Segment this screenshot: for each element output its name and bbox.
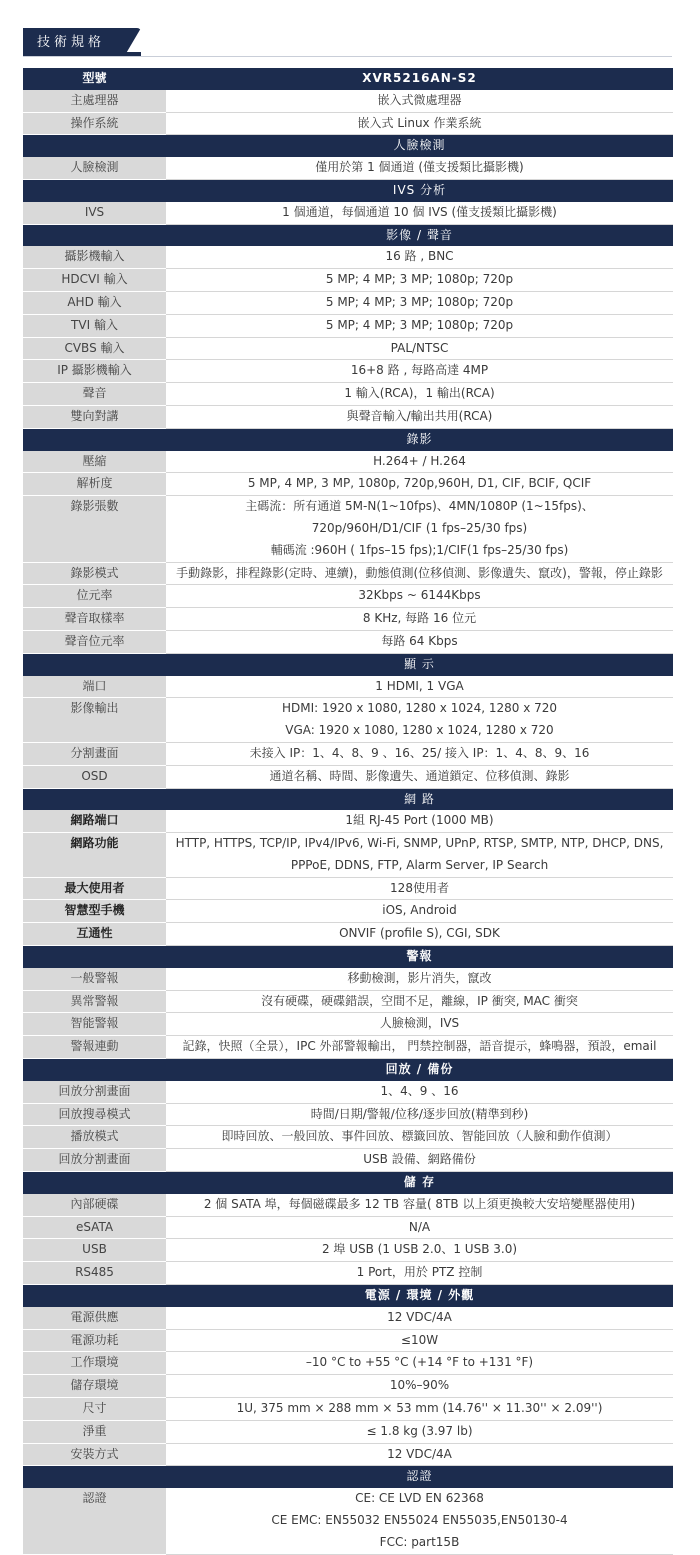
spec-row — [23, 1352, 673, 1375]
spec-row — [23, 1239, 673, 1262]
spec-row — [23, 338, 673, 361]
spec-value: H.264+ / H.264 — [166, 451, 673, 474]
spec-value: 1 HDMI, 1 VGA — [166, 676, 673, 699]
spec-label: 分割畫面 — [23, 743, 166, 766]
spec-row — [23, 1149, 673, 1172]
spec-row — [23, 1126, 673, 1149]
section-header-label — [23, 1466, 166, 1488]
spec-label: 播放模式 — [23, 1126, 166, 1149]
spec-value: 嵌入式微處理器 — [166, 90, 673, 113]
spec-value-line: HTTP, HTTPS, TCP/IP, IPv4/IPv6, Wi-Fi, SNMP, UPnP, RTSP, SMTP, NTP, DHCP, DNS, — [175, 836, 664, 851]
spec-row — [23, 676, 673, 699]
spec-value: 未接入 IP：1、4、8、9 、16、25/ 接入 IP：1、4、8、9、16 — [166, 743, 673, 766]
spec-value: 僅用於第 1 個通道 (僅支援類比攝影機) — [166, 157, 673, 180]
spec-value: 5 MP, 4 MP, 3 MP, 1080p, 720p,960H, D1, CIF, BCIF, QCIF — [166, 473, 673, 496]
spec-row — [23, 1444, 673, 1467]
spec-value: ≤10W — [166, 1330, 673, 1353]
spec-row — [23, 923, 673, 946]
section-header-row — [23, 654, 673, 676]
spec-value: iOS, Android — [166, 900, 673, 923]
spec-label: AHD 輸入 — [23, 292, 166, 315]
spec-value — [166, 833, 673, 878]
spec-label: 內部硬碟 — [23, 1194, 166, 1217]
section-header-row — [23, 1172, 673, 1194]
spec-label: HDCVI 輸入 — [23, 269, 166, 292]
spec-value: 手動錄影，排程錄影(定時、連續)，動態偵測(位移偵測、影像遺失、竄改)，警報，停止錄影 — [166, 563, 673, 586]
section-header-label — [23, 789, 166, 811]
spec-label: 壓縮 — [23, 451, 166, 474]
spec-label: RS485 — [23, 1262, 166, 1285]
section-header-row — [23, 946, 673, 968]
spec-row — [23, 631, 673, 654]
spec-value: USB 設備、網路備份 — [166, 1149, 673, 1172]
spec-label: 工作環境 — [23, 1352, 166, 1375]
spec-label: 錄影模式 — [23, 563, 166, 586]
spec-row — [23, 698, 673, 743]
section-header-row — [23, 68, 673, 90]
section-header-label — [23, 135, 166, 157]
spec-label: 警報連動 — [23, 1036, 166, 1059]
spec-row — [23, 315, 673, 338]
spec-value: 10%–90% — [166, 1375, 673, 1398]
spec-value: 與聲音輸入/輸出共用(RCA) — [166, 406, 673, 429]
spec-value: 1 Port，用於 PTZ 控制 — [166, 1262, 673, 1285]
section-header-label — [23, 654, 166, 676]
spec-value: 嵌入式 Linux 作業系統 — [166, 113, 673, 136]
spec-label: 最大使用者 — [23, 878, 166, 901]
section-header-row — [23, 429, 673, 451]
spec-label: 操作系統 — [23, 113, 166, 136]
spec-row — [23, 1421, 673, 1444]
spec-value: 1U, 375 mm × 288 mm × 53 mm (14.76'' × 11.30'' × 2.09'') — [166, 1398, 673, 1421]
spec-label: 認證 — [23, 1488, 166, 1554]
section-header-title: 錄影 — [406, 431, 433, 446]
spec-value: 2 個 SATA 埠，每個磁碟最多 12 TB 容量( 8TB 以上須更換較大安培變壓器使用) — [166, 1194, 673, 1217]
spec-value: 5 MP; 4 MP; 3 MP; 1080p; 720p — [166, 315, 673, 338]
header-divider — [23, 56, 672, 57]
section-header-label — [23, 225, 166, 247]
spec-label: 儲存環境 — [23, 1375, 166, 1398]
section-header-row — [23, 1059, 673, 1081]
spec-label: 端口 — [23, 676, 166, 699]
spec-value: 記錄，快照（全景），IPC 外部警報輸出， 門禁控制器，語音提示，蜂鳴器，預設，email — [166, 1036, 673, 1059]
spec-label: 尺寸 — [23, 1398, 166, 1421]
spec-row — [23, 1013, 673, 1036]
spec-value: 1 個通道，每個通道 10 個 IVS (僅支援類比攝影機) — [166, 202, 673, 225]
spec-value: 1 輸入(RCA)，1 輸出(RCA) — [166, 383, 673, 406]
spec-label: OSD — [23, 766, 166, 789]
section-header-label — [23, 1172, 166, 1194]
spec-value: ≤ 1.8 kg (3.97 lb) — [166, 1421, 673, 1444]
spec-label: 回放搜尋模式 — [23, 1104, 166, 1127]
spec-value: 32Kbps ~ 6144Kbps — [166, 585, 673, 608]
spec-value: 8 KHz, 每路 16 位元 — [166, 608, 673, 631]
section-header-title: 警報 — [406, 949, 433, 964]
spec-row — [23, 1307, 673, 1330]
spec-label: 影像輸出 — [23, 698, 166, 743]
spec-value: 每路 64 Kbps — [166, 631, 673, 654]
spec-label: 淨重 — [23, 1421, 166, 1444]
spec-label: 互通性 — [23, 923, 166, 946]
spec-value: 16 路 , BNC — [166, 246, 673, 269]
spec-label: 智慧型手機 — [23, 900, 166, 923]
spec-value — [166, 698, 673, 743]
spec-value-line: VGA: 1920 x 1080, 1280 x 1024, 1280 x 720 — [285, 723, 554, 738]
spec-value-line: FCC: part15B — [379, 1534, 460, 1549]
spec-row — [23, 1488, 673, 1554]
section-header-label — [23, 1059, 166, 1081]
spec-label: 聲音 — [23, 383, 166, 406]
spec-label: 電源功耗 — [23, 1330, 166, 1353]
spec-value — [166, 1488, 673, 1554]
section-header-row — [23, 180, 673, 202]
section-header-label — [23, 180, 166, 202]
spec-row — [23, 991, 673, 1014]
spec-row — [23, 1330, 673, 1353]
spec-label: 回放分割畫面 — [23, 1081, 166, 1104]
spec-row — [23, 1375, 673, 1398]
spec-label: 安裝方式 — [23, 1444, 166, 1467]
section-header-title: 顯 示 — [404, 656, 435, 671]
spec-label: IP 攝影機輸入 — [23, 360, 166, 383]
spec-row — [23, 563, 673, 586]
spec-value-line: 720p/960H/D1/CIF (1 fps–25/30 fps) — [311, 520, 528, 535]
spec-label: 聲音位元率 — [23, 631, 166, 654]
spec-label: 聲音取樣率 — [23, 608, 166, 631]
section-header-title: 認證 — [406, 1469, 433, 1484]
spec-row — [23, 1081, 673, 1104]
spec-value: 128使用者 — [166, 878, 673, 901]
spec-label: 錄影張數 — [23, 496, 166, 562]
spec-label: USB — [23, 1239, 166, 1262]
spec-value: N/A — [166, 1217, 673, 1240]
spec-label: TVI 輸入 — [23, 315, 166, 338]
spec-row — [23, 833, 673, 878]
spec-label: 網路功能 — [23, 833, 166, 878]
spec-row — [23, 585, 673, 608]
spec-value: 16+8 路 , 每路高達 4MP — [166, 360, 673, 383]
spec-row — [23, 360, 673, 383]
spec-value-line: CE: CE LVD EN 62368 — [355, 1491, 484, 1506]
spec-value: 1組 RJ-45 Port (1000 MB) — [166, 810, 673, 833]
spec-value-line: HDMI: 1920 x 1080, 1280 x 1024, 1280 x 720 — [281, 701, 558, 716]
spec-table — [23, 68, 673, 1555]
spec-value: 即時回放、一般回放、事件回放、標籤回放、智能回放（人臉和動作偵測） — [166, 1126, 673, 1149]
spec-value-line: CE EMC: EN55032 EN55024 EN55035,EN50130-4 — [271, 1513, 568, 1527]
spec-row — [23, 496, 673, 562]
page-title: 技術規格 — [37, 35, 106, 50]
spec-value: PAL/NTSC — [166, 338, 673, 361]
spec-value-line: PPPoE, DDNS, FTP, Alarm Server, IP Search — [290, 857, 549, 872]
spec-value: 移動檢測，影片消失，竄改 — [166, 968, 673, 991]
spec-row — [23, 202, 673, 225]
spec-row — [23, 810, 673, 833]
spec-label: eSATA — [23, 1217, 166, 1240]
spec-row — [23, 1262, 673, 1285]
spec-value: 5 MP; 4 MP; 3 MP; 1080p; 720p — [166, 292, 673, 315]
spec-value: 沒有硬碟，硬碟錯誤，空間不足，離線，IP 衝突, MAC 衝突 — [166, 991, 673, 1014]
section-header-row — [23, 1285, 673, 1307]
spec-label: 解析度 — [23, 473, 166, 496]
spec-value-line: 主碼流：所有通道 5M-N(1~10fps)、4MN/1080P (1~15fps)、 — [245, 499, 594, 514]
spec-row — [23, 246, 673, 269]
section-header-title: 影像 / 聲音 — [386, 227, 453, 242]
spec-row — [23, 608, 673, 631]
spec-label: 一般警報 — [23, 968, 166, 991]
section-header-title: 人臉檢測 — [393, 138, 446, 153]
spec-value: 2 埠 USB (1 USB 2.0、1 USB 3.0) — [166, 1239, 673, 1262]
spec-value: 通道名稱、時間、影像遺失、通道鎖定、位移偵測、錄影 — [166, 766, 673, 789]
spec-row — [23, 900, 673, 923]
spec-label: 電源供應 — [23, 1307, 166, 1330]
spec-row — [23, 451, 673, 474]
spec-value: 12 VDC/4A — [166, 1307, 673, 1330]
spec-label: 雙向對講 — [23, 406, 166, 429]
spec-label: 攝影機輸入 — [23, 246, 166, 269]
section-header-row — [23, 789, 673, 811]
spec-row — [23, 473, 673, 496]
section-header-label: 型號 — [23, 68, 166, 90]
section-header-title: XVR5216AN-S2 — [362, 71, 477, 85]
spec-row — [23, 90, 673, 113]
spec-value: 12 VDC/4A — [166, 1444, 673, 1467]
spec-row — [23, 1036, 673, 1059]
section-header-title: 電源 / 環境 / 外觀 — [364, 1288, 475, 1303]
spec-row — [23, 1217, 673, 1240]
spec-row — [23, 269, 673, 292]
spec-label: 回放分割畫面 — [23, 1149, 166, 1172]
spec-row — [23, 383, 673, 406]
spec-value: –10 °C to +55 °C (+14 °F to +131 °F) — [166, 1352, 673, 1375]
section-header-label — [23, 429, 166, 451]
section-header-title: IVS 分析 — [392, 182, 447, 197]
section-header-label — [23, 1285, 166, 1307]
spec-label: 人臉檢測 — [23, 157, 166, 180]
spec-value: 1、4、9 、16 — [166, 1081, 673, 1104]
spec-label: 主處理器 — [23, 90, 166, 113]
spec-value: ONVIF (profile S), CGI, SDK — [166, 923, 673, 946]
spec-label: IVS — [23, 202, 166, 225]
spec-row — [23, 766, 673, 789]
spec-value — [166, 496, 673, 562]
section-header-title: 儲 存 — [403, 1175, 436, 1190]
spec-row — [23, 968, 673, 991]
spec-row — [23, 1194, 673, 1217]
section-header-label — [23, 946, 166, 968]
spec-label: 智能警報 — [23, 1013, 166, 1036]
spec-label: 網路端口 — [23, 810, 166, 833]
spec-row — [23, 878, 673, 901]
spec-row — [23, 406, 673, 429]
spec-row — [23, 1398, 673, 1421]
spec-row — [23, 292, 673, 315]
section-header-row — [23, 135, 673, 157]
spec-row — [23, 157, 673, 180]
section-header-row — [23, 225, 673, 247]
spec-row — [23, 743, 673, 766]
section-header-title: 回放 / 備份 — [385, 1062, 454, 1077]
spec-value-line: 輔碼流 :960H ( 1fps–15 fps);1/CIF(1 fps–25/30 fps) — [270, 542, 569, 557]
spec-value: 5 MP; 4 MP; 3 MP; 1080p; 720p — [166, 269, 673, 292]
section-header-title: 網 路 — [404, 791, 435, 806]
spec-label: CVBS 輸入 — [23, 338, 166, 361]
spec-label: 異常警報 — [23, 991, 166, 1014]
section-header-row — [23, 1466, 673, 1488]
spec-row — [23, 113, 673, 136]
spec-value: 人臉檢測，IVS — [166, 1013, 673, 1036]
spec-row — [23, 1104, 673, 1127]
spec-label: 位元率 — [23, 585, 166, 608]
spec-value: 時間/日期/警報/位移/逐步回放(精準到秒) — [166, 1104, 673, 1127]
